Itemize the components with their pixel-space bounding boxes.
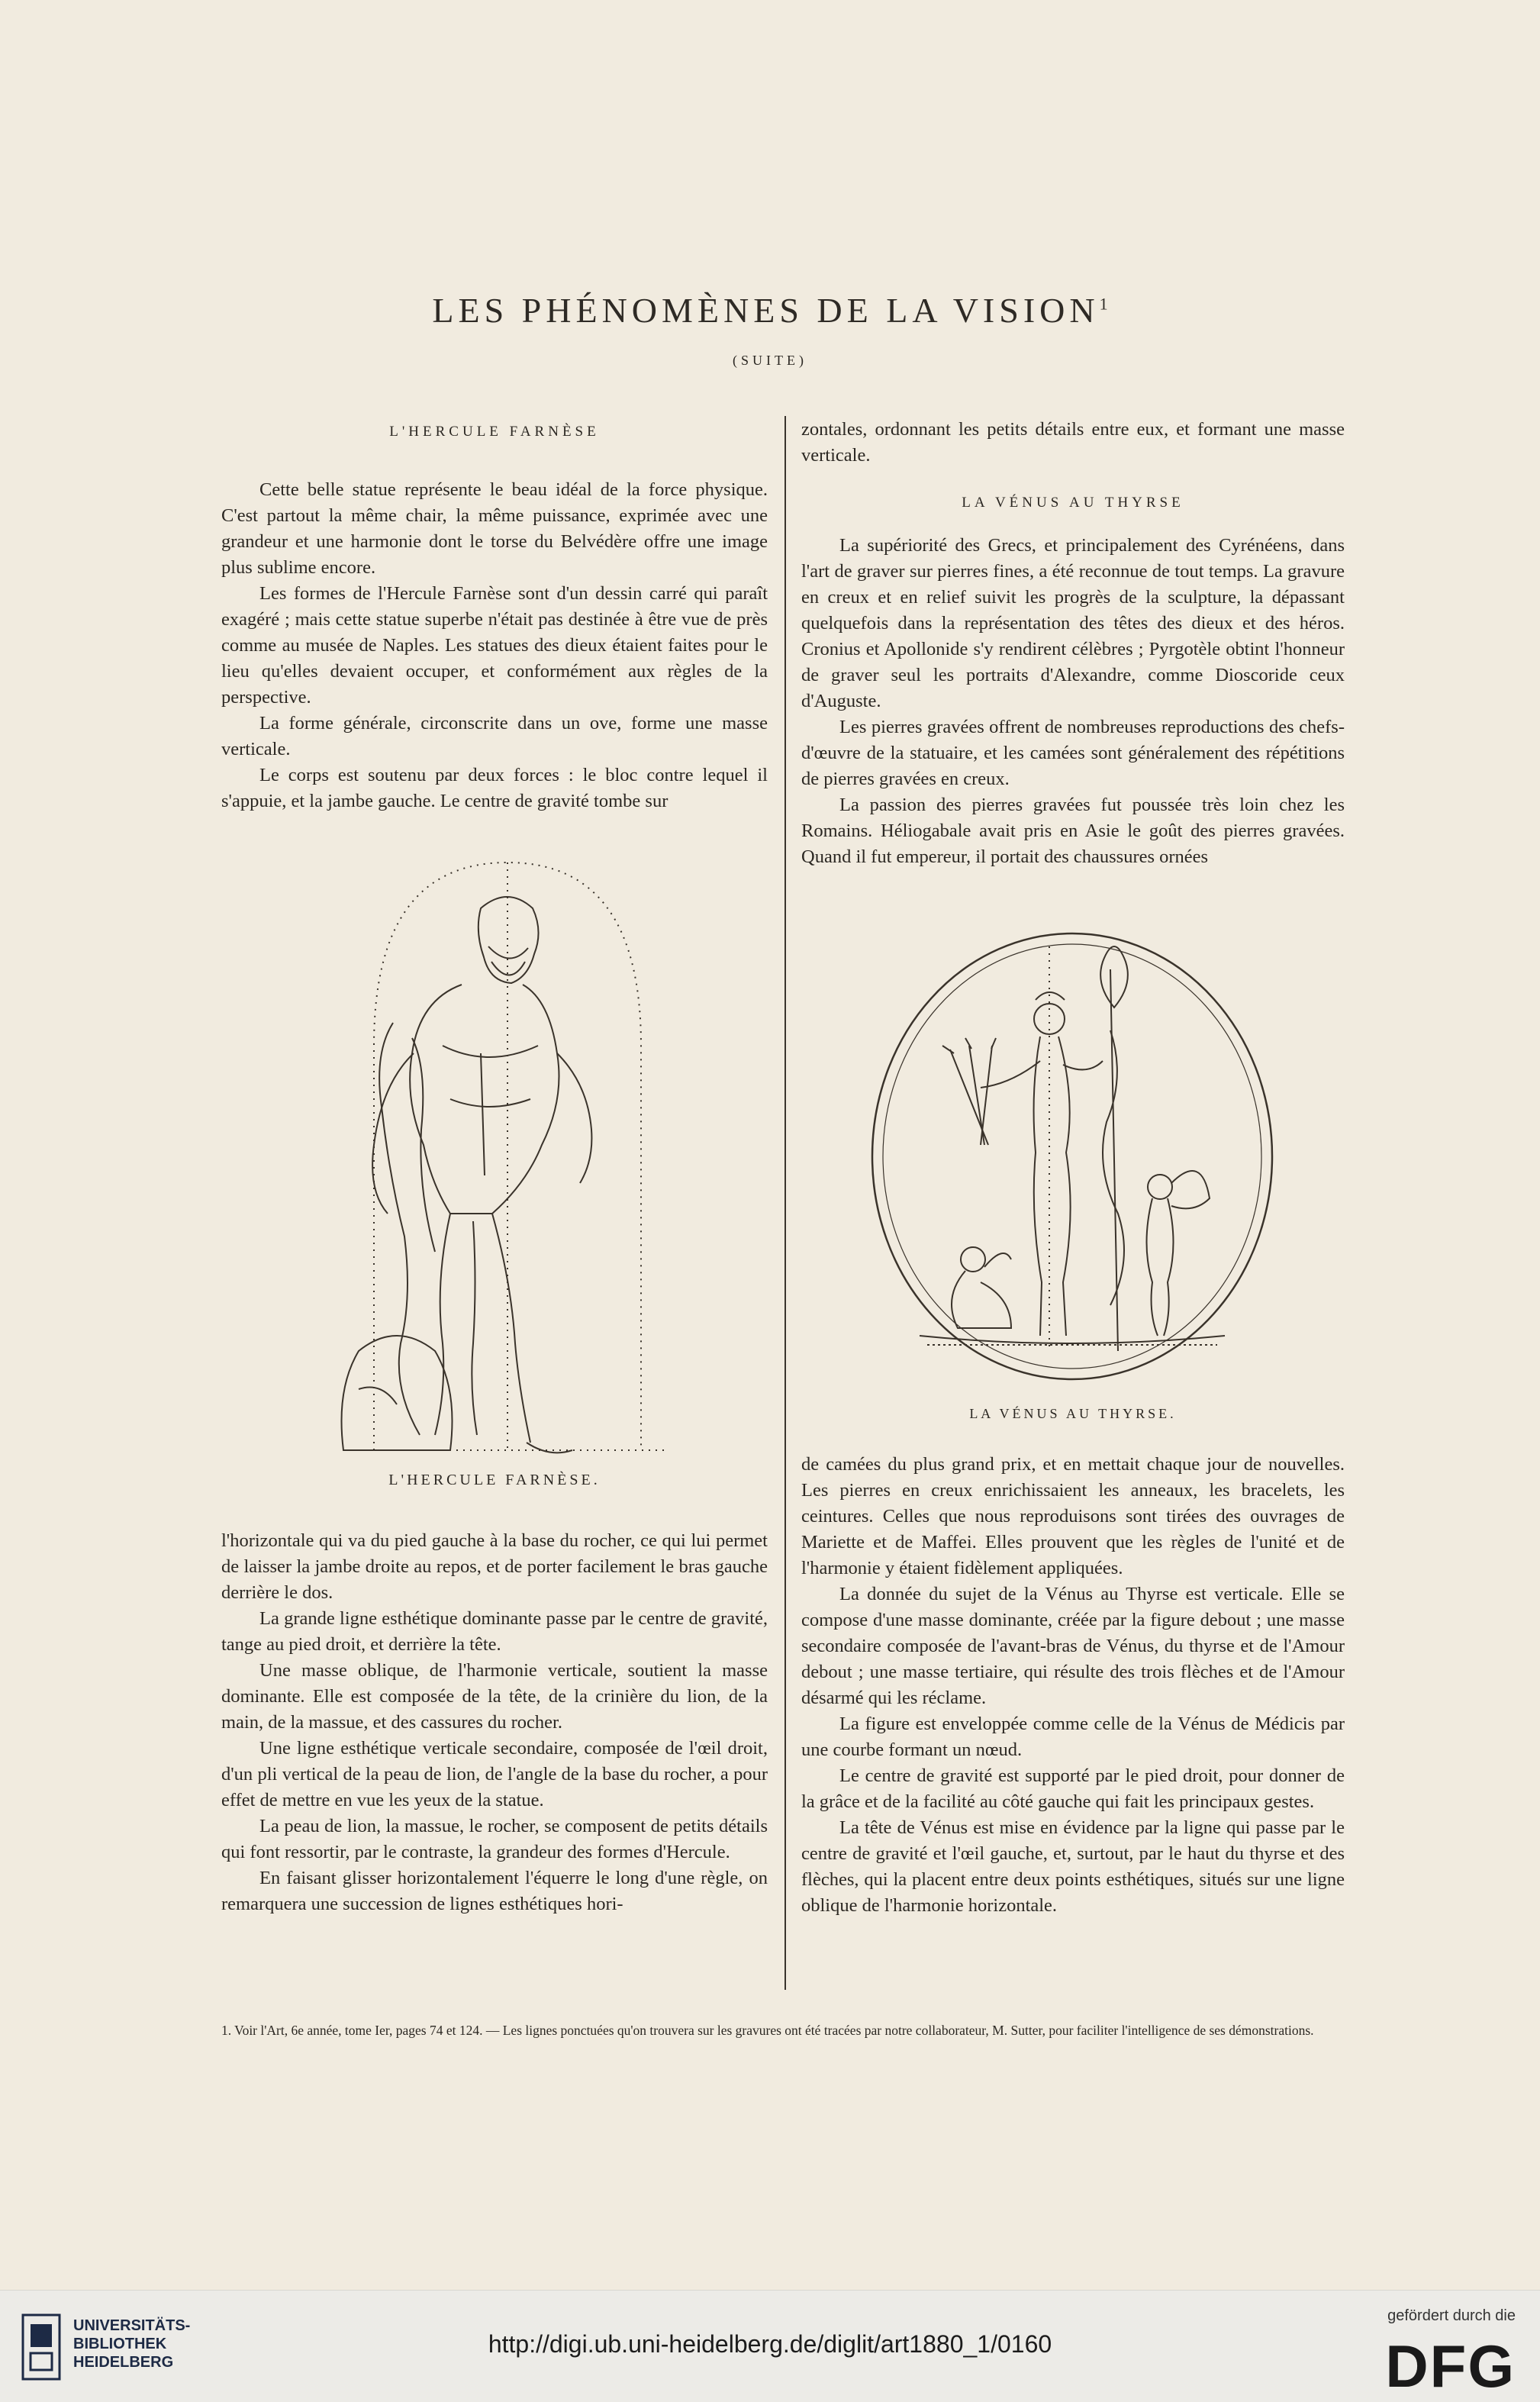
venus-au-thyrse-engraving bbox=[859, 924, 1286, 1389]
figure-caption-hercule: L'HERCULE FARNÈSE. bbox=[388, 1472, 601, 1488]
paragraph: Les formes de l'Hercule Farnèse sont d'un dessin carré qui paraît exagéré ; mais cette statue superbe n'était pas destinée à être vue de près comme au musée de Naples. Les statues des dieux étaient faites pour le lieu qu'elles devaient occuper, et conformément aux règles de la perspective. bbox=[221, 583, 768, 708]
institution-line: UNIVERSITÄTS- bbox=[73, 2317, 191, 2334]
section-heading-hercule: L'HERCULE FARNÈSE bbox=[389, 424, 600, 440]
paragraph: l'horizontale qui va du pied gauche à la base du rocher, ce qui lui permet de laisser la jambe droite au repos, et de porter facilement le bras gauche derrière le dos. bbox=[221, 1530, 768, 1603]
paragraph: Les pierres gravées offrent de nombreuses reproductions des chefs-d'œuvre de la statuaire, et les camées sont généralement des répétitions de pierres gravées en creux. bbox=[801, 717, 1345, 789]
hercule-farnese-engraving bbox=[328, 855, 687, 1458]
paragraph: La grande ligne esthétique dominante passe par le centre de gravité, tange au pied droit, et derrière la tête. bbox=[221, 1608, 768, 1655]
dfg-logo: DFG bbox=[1385, 2333, 1516, 2400]
paragraph: La passion des pierres gravées fut poussée très loin chez les Romains. Héliogabale avait pris en Asie le goût des pierres gravées. Quand il fut empereur, il portait des chaussures ornées bbox=[801, 795, 1345, 867]
paragraph: Une masse oblique, de l'harmonie verticale, soutient la masse dominante. Elle est composée de la tête, de la crinière du lion, de la main, de la massue, et des cassures du rocher. bbox=[221, 1660, 768, 1733]
right-column-bottom bbox=[801, 1452, 1345, 1919]
title-footnote-mark: 1 bbox=[1099, 294, 1108, 314]
paragraph: La tête de Vénus est mise en évidence par la ligne qui passe par le centre de gravité et l'œil gauche, et, surtout, par le haut du thyrse et des flèches, qui la placent entre deux points esthétiques, situés sur une ligne oblique de l'harmonie horizontale. bbox=[801, 1817, 1345, 1916]
institution-line: HEIDELBERG bbox=[73, 2354, 174, 2371]
paragraph: La peau de lion, la massue, le rocher, se composent de petits détails qui font ressortir, par le contraste, la grandeur des formes d'Hercule. bbox=[221, 1816, 768, 1862]
paragraph: Le centre de gravité est supporté par le pied droit, pour donner de la grâce et de la facilité au côté gauche qui fait les principaux gestes. bbox=[801, 1765, 1345, 1812]
section-heading-venus: LA VÉNUS AU THYRSE bbox=[962, 495, 1184, 511]
funding-label: gefördert durch die bbox=[1387, 2307, 1516, 2324]
viewer-footer bbox=[0, 2290, 1540, 2402]
figure-caption-venus: LA VÉNUS AU THYRSE. bbox=[969, 1406, 1177, 1421]
paragraph: La supériorité des Grecs, et principalement des Cyrénéens, dans l'art de graver sur pierres fines, a été reconnue de tout temps. La gravure en creux et en relief suivit les progrès de la sculpture, la dépassant quelquefois dans la représentation des têtes des dieux et des héros. Cronius et Apollonide s'y rendirent célèbres ; Pyrgotèle obtint l'honneur de graver seul les portraits d'Alexandre, comme Dioscoride ceux d'Auguste. bbox=[801, 535, 1345, 711]
paragraph: Le corps est soutenu par deux forces : le bloc contre lequel il s'appuie, et la jambe gauche. Le centre de gravité tombe sur bbox=[221, 765, 768, 811]
paragraph: La forme générale, circonscrite dans un ove, forme une masse verticale. bbox=[221, 713, 768, 759]
paragraph: zontales, ordonnant les petits détails entre eux, et formant une masse verticale. bbox=[801, 419, 1345, 466]
paragraph: Cette belle statue représente le beau idéal de la force physique. C'est partout la même chair, la même puissance, exprimée avec une grandeur et une harmonie dont le torse du Belvédère offre une image plus sublime encore. bbox=[221, 479, 768, 578]
paragraph: En faisant glisser horizontalement l'équerre le long d'une règle, on remarquera une succession de lignes esthétiques hori- bbox=[221, 1868, 768, 1914]
paragraph: Une ligne esthétique verticale secondaire, composée de l'œil droit, d'un pli vertical de la peau de lion, de l'angle de la base du rocher, a pour effet de mettre en vue les yeux de la statue. bbox=[221, 1738, 768, 1810]
article-subtitle: (SUITE) bbox=[733, 353, 807, 368]
institution-line: BIBLIOTHEK bbox=[73, 2336, 167, 2352]
permalink-url[interactable] bbox=[0, 2330, 1540, 2358]
paragraph: La figure est enveloppée comme celle de la Vénus de Médicis par une courbe formant un nœud. bbox=[801, 1714, 1345, 1760]
paragraph: La donnée du sujet de la Vénus au Thyrse est verticale. Elle se compose d'une masse dominante, créée par la figure debout ; une masse secondaire composée de l'avant-bras de Vénus, du thyrse et de l'Amour debout ; une masse tertiaire, qui résulte des trois flèches et de l'Amour désarmé qui les réclame. bbox=[801, 1584, 1345, 1708]
article-title-text: LES PHÉNOMÈNES DE LA VISION bbox=[432, 291, 1100, 330]
column-divider bbox=[784, 416, 786, 1990]
left-column-top bbox=[221, 424, 768, 814]
paragraph: de camées du plus grand prix, et en mettait chaque jour de nouvelles. Les pierres en creux enrichissaient les anneaux, les bracelets, les ceintures. Celles que nous reproduisons sont tirées des ouvrages de Mariette et de Maffei. Elles prouvent que les règles de l'unité et de l'harmonie y étaient fidèlement appliquées. bbox=[801, 1454, 1345, 1578]
right-column-top bbox=[801, 417, 1345, 870]
permalink-text[interactable]: http://digi.ub.uni-heidelberg.de/diglit/art1880_1/0160 bbox=[488, 2330, 1052, 2358]
footnote: 1. Voir l'Art, 6e année, tome Ier, pages 74 et 124. — Les lignes ponctuées qu'on trouvera sur les gravures ont été tracées par notre collaborateur, M. Sutter, pour faciliter l'intelligence de ses démonstrations. bbox=[221, 2023, 1314, 2038]
left-column-bottom bbox=[221, 1528, 768, 1917]
article-title bbox=[0, 290, 1540, 330]
